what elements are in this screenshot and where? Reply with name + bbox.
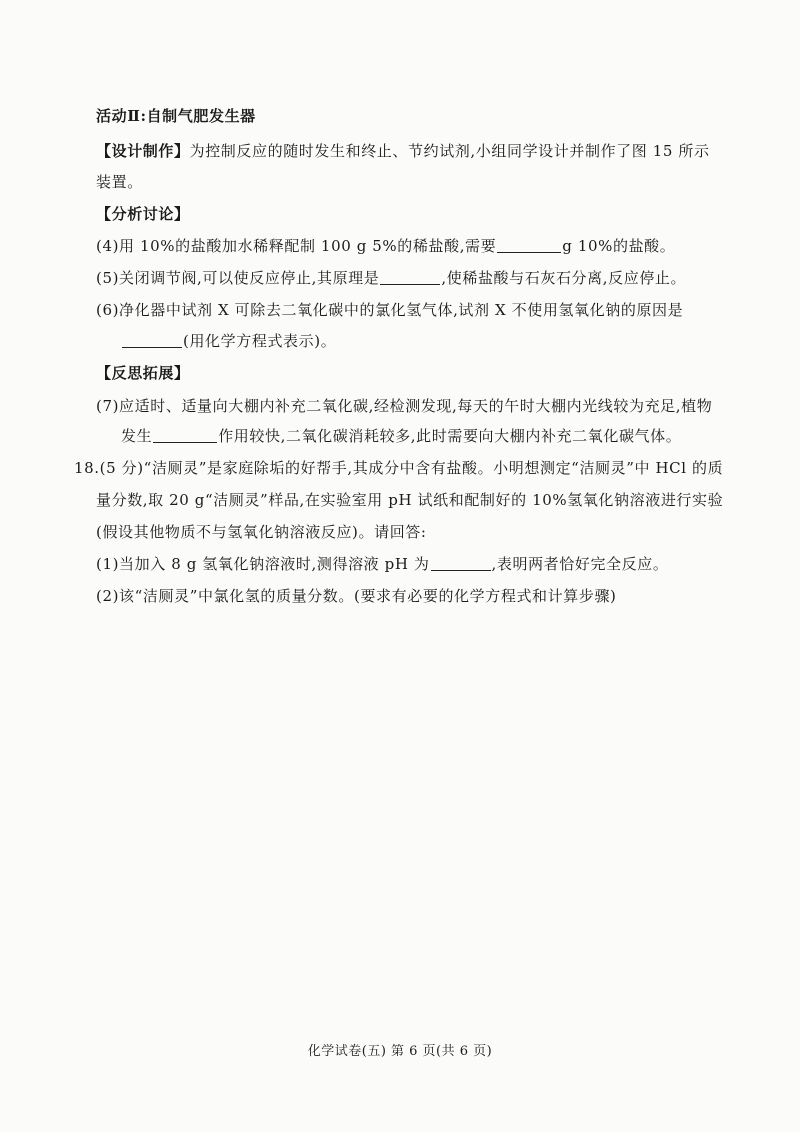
question-18-sub1 bbox=[96, 554, 668, 574]
q7-text-before: 发生 bbox=[121, 427, 153, 445]
question-18-sub2: (2)该“洁厕灵”中氯化氢的质量分数。(要求有必要的化学方程式和计算步骤) bbox=[96, 587, 617, 605]
design-paragraph bbox=[96, 141, 710, 161]
q5-text-after: ,使稀盐酸与石灰石分离,反应停止。 bbox=[441, 269, 687, 287]
question-6-line2 bbox=[121, 331, 336, 351]
q4-text-before: (4)用 10%的盐酸加水稀释配制 100 g 5%的稀盐酸,需要 bbox=[96, 237, 497, 255]
q5-answer-blank[interactable] bbox=[380, 270, 440, 285]
design-label: 【设计制作】 bbox=[96, 142, 190, 160]
question-5 bbox=[96, 268, 686, 288]
question-6-line1: (6)净化器中试剂 X 可除去二氧化碳中的氯化氢气体,试剂 X 不使用氢氧化钠的原因是 bbox=[96, 301, 684, 319]
question-7-line2 bbox=[121, 426, 681, 446]
q4-answer-blank[interactable] bbox=[497, 238, 561, 253]
reflection-label: 【反思拓展】 bbox=[96, 364, 190, 382]
analysis-label: 【分析讨论】 bbox=[96, 205, 190, 223]
q7-answer-blank[interactable] bbox=[153, 428, 217, 443]
question-18-line3: (假设其他物质不与氢氧化钠溶液反应)。请回答: bbox=[96, 523, 427, 541]
design-text-line1: 为控制反应的随时发生和终止、节约试剂,小组同学设计并制作了图 15 所示 bbox=[189, 142, 710, 160]
design-text-line2: 装置。 bbox=[96, 173, 143, 191]
q6-answer-blank[interactable] bbox=[122, 333, 182, 348]
q6-text-after: (用化学方程式表示)。 bbox=[183, 332, 337, 350]
q18-1-answer-blank[interactable] bbox=[431, 556, 491, 571]
question-18-line1: 18.(5 分)“洁厕灵”是家庭除垢的好帮手,其成分中含有盐酸。小明想测定“洁厕灵”中 HCl 的质 bbox=[74, 459, 724, 477]
q4-text-after: g 10%的盐酸。 bbox=[562, 237, 676, 255]
page-footer: 化学试卷(五) 第 6 页(共 6 页) bbox=[307, 1044, 493, 1059]
q18-1-text-after: ,表明两者恰好完全反应。 bbox=[491, 555, 669, 573]
question-4 bbox=[96, 236, 675, 256]
activity-title: 活动Ⅱ:自制气肥发生器 bbox=[96, 107, 256, 125]
question-18-line2: 量分数,取 20 g“洁厕灵”样品,在实验室用 pH 试纸和配制好的 10%氢氧化钠溶液进行实验 bbox=[96, 491, 724, 509]
q5-text-before: (5)关闭调节阀,可以使反应停止,其原理是 bbox=[96, 269, 380, 287]
q7-text-after: 作用较快,二氧化碳消耗较多,此时需要向大棚内补充二氧化碳气体。 bbox=[218, 427, 682, 445]
question-7-line1: (7)应适时、适量向大棚内补充二氧化碳,经检测发现,每天的午时大棚内光线较为充足,植物 bbox=[96, 397, 713, 415]
q18-1-text-before: (1)当加入 8 g 氢氧化钠溶液时,测得溶液 pH 为 bbox=[96, 555, 430, 573]
